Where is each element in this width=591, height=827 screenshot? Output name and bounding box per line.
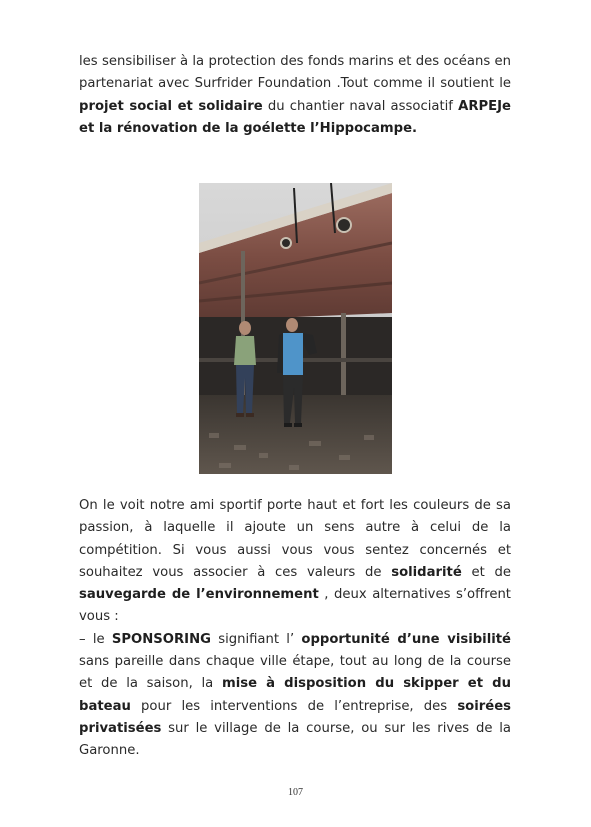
bold-arpeje: ARPEJe et la rénovation de la goélette l’Hippocampe.	[79, 98, 511, 136]
bold-sponsoring: SPONSORING	[111, 631, 211, 647]
bold-mise-a-disposition: mise à disposition du skipper et du bateau	[79, 676, 511, 714]
photo-two-men-under-boat-hull	[199, 183, 392, 474]
bold-solidarite: solidarité	[391, 564, 462, 580]
page-number: 107	[288, 787, 303, 798]
bold-soirees: soirées privatisées	[79, 698, 511, 736]
paragraph-intro: les sensibiliser à la protection des fonds marins et des océans en partenariat avec Surfrider Foundation .Tout comme il soutient le projet social et solidaire du chantier naval associatif ARPEJe et la rénovation de la goélette l’Hippocampe.	[79, 54, 511, 136]
bold-opportunite: opportunité d’une visibilité	[301, 631, 511, 647]
bold-projet-social: projet social et solidaire	[79, 98, 263, 114]
bold-sauvegarde: sauvegarde de l’environnement	[79, 587, 319, 603]
paragraph-sponsoring: On le voit notre ami sportif porte haut et fort les couleurs de sa passion, à laquelle il ajoute un sens autre à celui de la compétition. Si vous aussi vous vous sentez concernés et souhaitez vous associer à ces valeurs de solidarité et de sauvegarde de l’environnement , deux alternatives s’offrent vous : – le SPONSORING signifiant l’ opportunité d’une visibilité sans pareille dans chaque ville étape, tout au long de la course et de la saison, la mise à disposition du skipper et du bateau pour les interventions de l’entreprise, des soirées privatisées sur le village de la course, ou sur les rives de la Garonne.	[79, 498, 511, 759]
